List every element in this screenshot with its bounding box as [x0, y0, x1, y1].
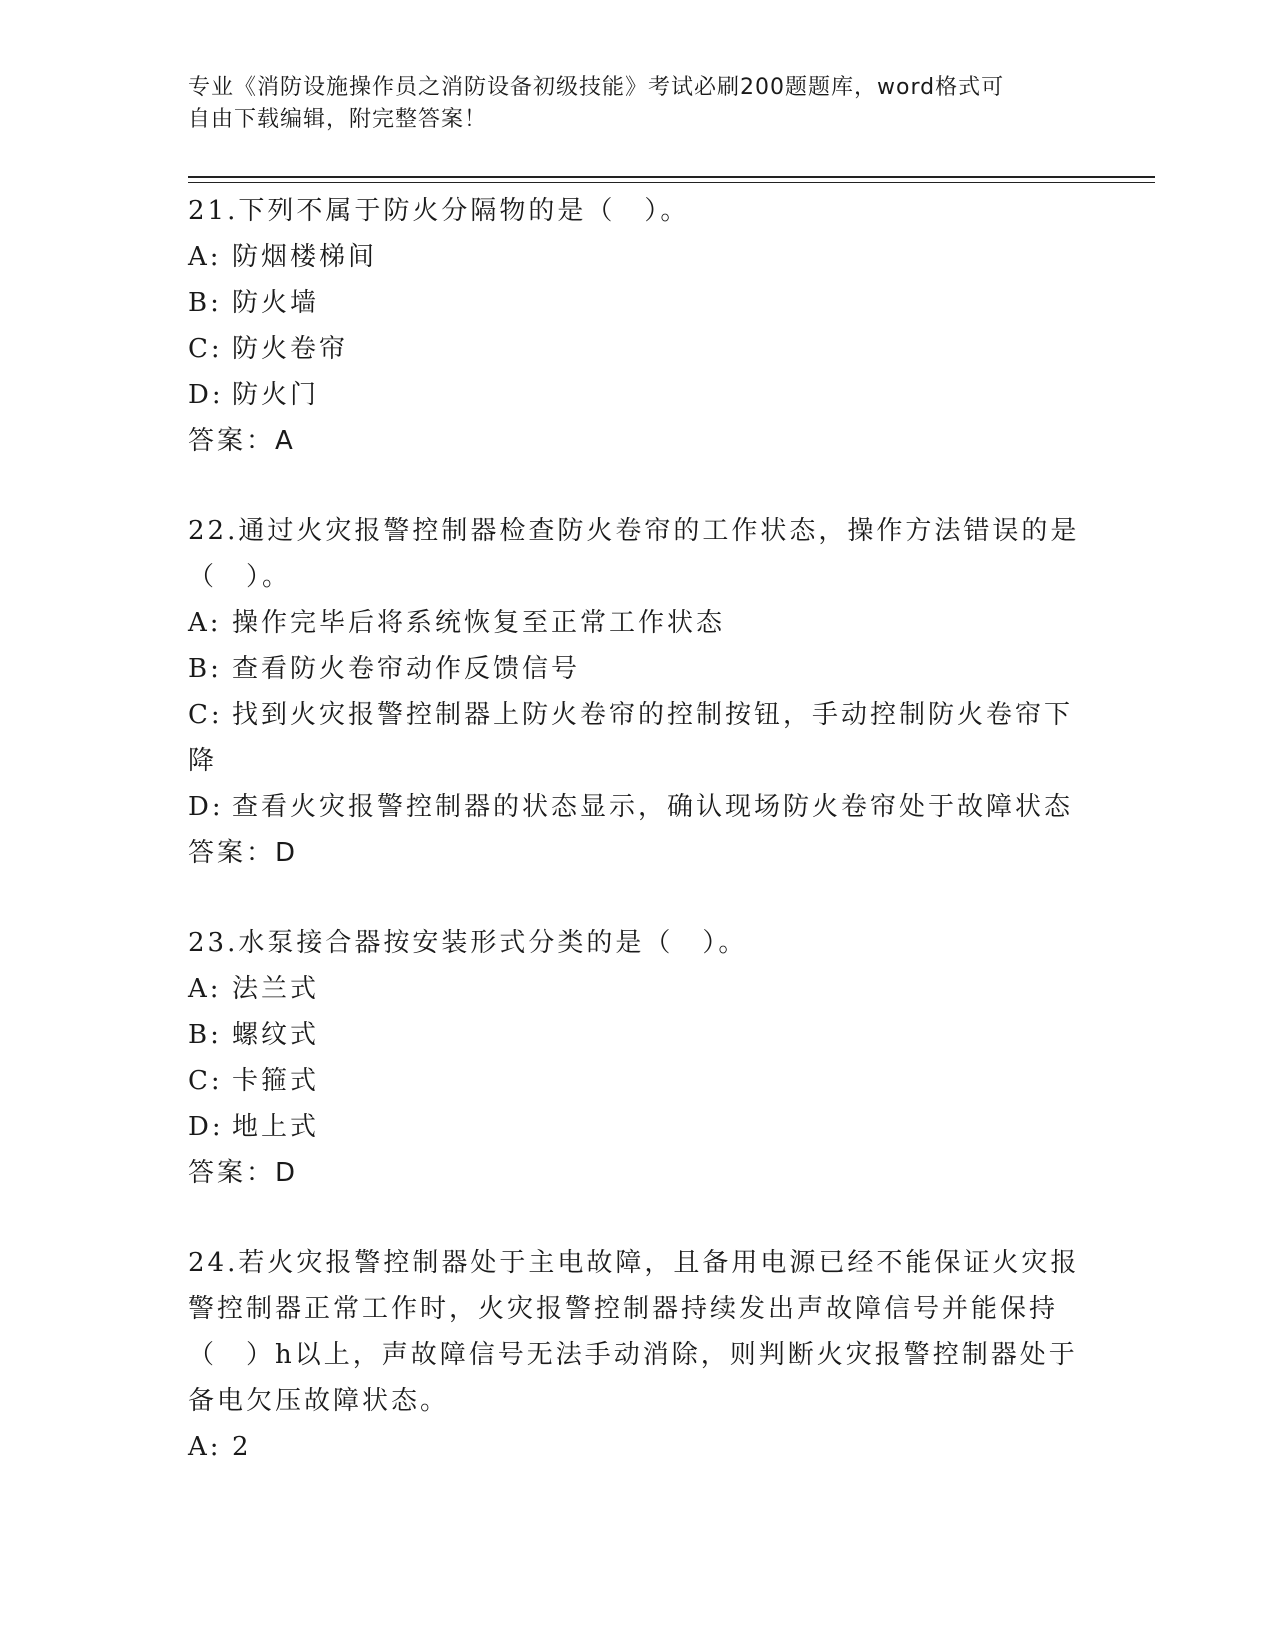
option-label: A: [188, 1432, 222, 1462]
question-stem: 24.若火灾报警控制器处于主电故障，且备用电源已经不能保证火灾报警控制器正常工作时，火灾报警控制器持续发出声故障信号并能保持（ ）h以上，声故障信号无法手动消除，则判断火灾报警控制器处于备电欠压故障状态。 [188, 1248, 1080, 1416]
option-text: 找到火灾报警控制器上防火卷帘的控制按钮，手动控制防火卷帘下降 [188, 700, 1074, 776]
option-label: C: [188, 700, 223, 730]
option-label: D: [188, 1112, 224, 1142]
option-d [188, 372, 1088, 418]
option-a [188, 966, 1088, 1012]
option-label: D: [188, 380, 224, 410]
option-label: C: [188, 334, 223, 364]
answer: 答案：D [188, 1158, 299, 1188]
question-stem: 23.水泵接合器按安装形式分类的是（ ）。 [188, 928, 748, 958]
option-c [188, 1058, 1088, 1104]
question-list [188, 188, 1088, 1514]
option-text: 卡箍式 [232, 1066, 320, 1096]
option-d [188, 1104, 1088, 1150]
option-c [188, 692, 1088, 784]
option-b [188, 646, 1088, 692]
option-text: 查看火灾报警控制器的状态显示，确认现场防火卷帘处于故障状态 [232, 792, 1074, 822]
option-label: B: [188, 654, 222, 684]
option-b [188, 280, 1088, 326]
header-line-1: 专业《消防设施操作员之消防设备初级技能》考试必刷200题题库，word格式可 [188, 75, 1005, 100]
option-text: 防火墙 [232, 288, 320, 318]
option-d [188, 784, 1088, 830]
answer: 答案：A [188, 426, 296, 456]
option-text: 查看防火卷帘动作反馈信号 [232, 654, 581, 684]
option-label: A: [188, 242, 222, 272]
option-label: B: [188, 288, 222, 318]
option-label: A: [188, 608, 222, 638]
option-a [188, 234, 1088, 280]
question-23 [188, 920, 1088, 1196]
answer: 答案：D [188, 838, 299, 868]
question-stem: 22.通过火灾报警控制器检查防火卷帘的工作状态，操作方法错误的是（ ）。 [188, 516, 1080, 592]
option-text: 防火卷帘 [232, 334, 349, 364]
option-b [188, 1012, 1088, 1058]
option-text: 螺纹式 [232, 1020, 320, 1050]
document-header [188, 72, 1088, 136]
option-c [188, 326, 1088, 372]
option-text: 2 [232, 1432, 252, 1462]
option-label: C: [188, 1066, 223, 1096]
option-label: B: [188, 1020, 222, 1050]
question-stem: 21.下列不属于防火分隔物的是（ ）。 [188, 196, 690, 226]
option-text: 防烟楼梯间 [232, 242, 378, 272]
header-line-2: 自由下载编辑，附完整答案！ [188, 107, 488, 132]
header-divider-thin [188, 182, 1155, 183]
header-divider-thick [188, 176, 1155, 178]
option-a [188, 1424, 1088, 1470]
option-label: D: [188, 792, 224, 822]
question-22 [188, 508, 1088, 876]
option-a [188, 600, 1088, 646]
option-text: 地上式 [232, 1112, 320, 1142]
option-label: A: [188, 974, 222, 1004]
option-text: 防火门 [232, 380, 320, 410]
question-24 [188, 1240, 1088, 1470]
option-text: 法兰式 [232, 974, 320, 1004]
question-21 [188, 188, 1088, 464]
option-text: 操作完毕后将系统恢复至正常工作状态 [232, 608, 726, 638]
